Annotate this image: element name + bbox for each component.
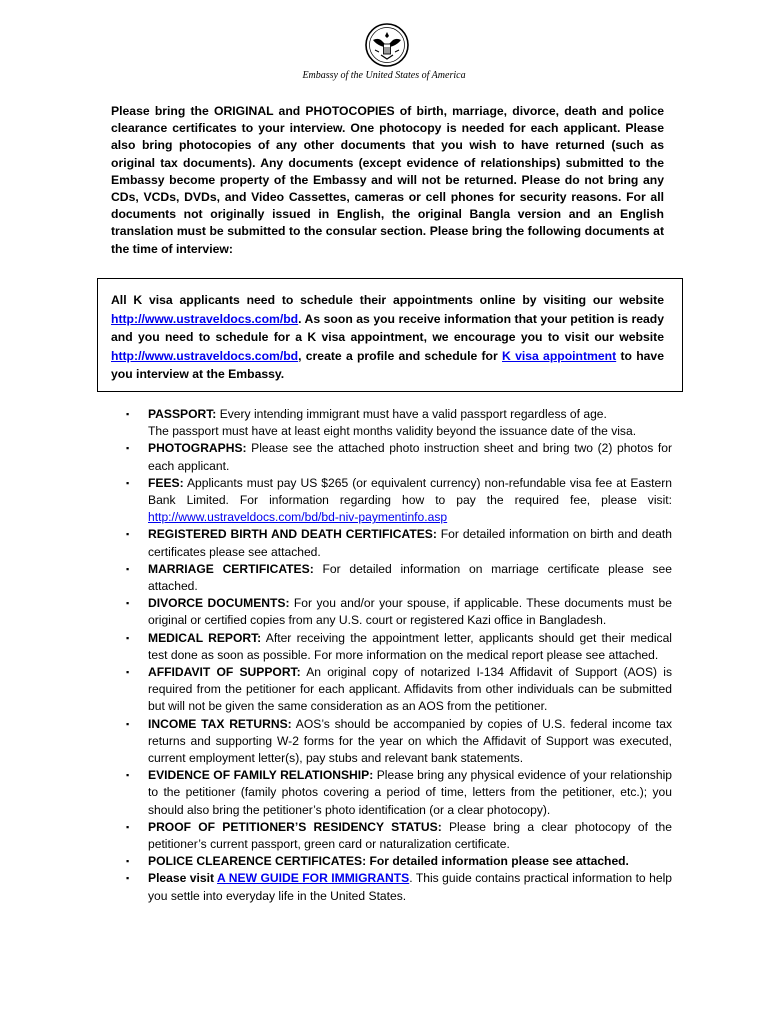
item-label: Please visit: [148, 871, 218, 886]
list-item-family-relationship: [126, 767, 672, 819]
bullet-icon: ▪: [126, 598, 130, 609]
list-item-birth-death-certificates: [126, 526, 672, 560]
k-visa-text-part: to have you interview at the Embassy.: [111, 348, 664, 381]
list-item-passport-validity: [126, 423, 672, 440]
bullet-icon: ▪: [126, 856, 130, 867]
k-visa-text-part: . As soon as you receive information that your petition is ready and you need to schedule for a K visa appointment, we encourage you to visit our website: [111, 311, 664, 344]
list-item-medical-report: [126, 630, 672, 664]
list-item-income-tax-returns: [126, 716, 672, 768]
item-text: Please see the attached photo instruction sheet and bring two (2) photos for each applicant.: [148, 441, 672, 473]
item-text: The passport must have at least eight months validity beyond the issuance date of the visa.: [148, 424, 637, 439]
list-item-police-clearance: [126, 853, 672, 870]
bullet-icon: ▪: [126, 632, 130, 643]
item-label: EVIDENCE OF FAMILY RELATIONSHIP:: [148, 768, 374, 783]
item-label: PHOTOGRAPHS:: [148, 441, 247, 456]
ustraveldocs-link-2[interactable]: http://www.ustraveldocs.com/bd: [111, 348, 299, 363]
item-label: INCOME TAX RETURNS:: [148, 716, 292, 731]
item-text: Every intending immigrant must have a valid passport regardless of age.: [216, 407, 607, 421]
k-visa-appointment-link[interactable]: K visa appointment: [502, 348, 617, 363]
embassy-seal-logo: [361, 22, 413, 68]
bullet-icon: ▪: [126, 718, 130, 729]
required-documents-list: [126, 406, 672, 905]
immigrant-guide-link[interactable]: A NEW GUIDE FOR IMMIGRANTS: [217, 871, 410, 886]
item-label: FEES:: [148, 475, 184, 490]
bullet-icon: ▪: [126, 667, 130, 678]
item-label: PASSPORT:: [148, 407, 217, 421]
item-text: For you and/or your spouse, if applicable. These documents must be original or certified copies from any U.S. court or registered Kazi office in Bangladesh.: [148, 596, 672, 628]
list-item-fees: [126, 475, 672, 527]
item-label: MARRIAGE CERTIFICATES:: [148, 561, 314, 576]
item-label: REGISTERED BIRTH AND DEATH CERTIFICATES:: [148, 527, 437, 542]
item-label: AFFIDAVIT OF SUPPORT:: [148, 665, 301, 680]
intro-paragraph: Please bring the ORIGINAL and PHOTOCOPIES of birth, marriage, divorce, death and police clearance certificates to your interview. One photocopy is needed for each applicant. Please also bring photocopies of any other documents that you wish to have returned (such as original tax documents). Any documents (except evidence of relationships) submitted to the Embassy become property of the Embassy and will not be returned. Please do not bring any CDs, VCDs, DVDs, and Video Cassettes, cameras or cell phones for security reasons. For all documents not originally issued in English, the original Bangla version and an English translation must be submitted to the consular section. Please bring the following documents at the time of interview:: [111, 104, 664, 256]
item-label: PROOF OF PETITIONER’S RESIDENCY STATUS:: [148, 819, 442, 834]
bullet-icon: ▪: [126, 477, 130, 488]
bullet-icon: ▪: [126, 873, 130, 884]
bullet-icon: ▪: [126, 443, 130, 454]
item-text: Please bring a clear photocopy of the petitioner’s current passport, green card or naturalization certificate.: [148, 819, 672, 852]
item-label: DIVORCE DOCUMENTS:: [148, 596, 290, 611]
item-text: . This guide contains practical information to help you settle into everyday life in the United States.: [148, 871, 672, 903]
item-text: An original copy of notarized I-134 Affidavit of Support (AOS) is required from the petitioner for each applicant. Affidavits from other individuals can be submitted but will not be given the same consideration as an AOS from the petitioner.: [148, 665, 672, 714]
payment-info-link[interactable]: http://www.ustraveldocs.com/bd/bd-niv-paymentinfo.asp: [148, 510, 448, 525]
ustraveldocs-link[interactable]: http://www.ustraveldocs.com/bd: [111, 311, 299, 326]
item-text: Please bring any physical evidence of your relationship to the petitioner (family photos covering a period of time, letters from the petitioner, etc.); you should also bring the petitioner’s photo identification (or a clear photocopy).: [148, 768, 672, 817]
bullet-icon: ▪: [126, 821, 130, 832]
k-visa-text-part: All K visa applicants need to schedule their appointments online by visiting our website: [111, 293, 664, 307]
item-label: MEDICAL REPORT:: [148, 630, 262, 645]
bullet-icon: ▪: [126, 409, 130, 419]
list-item-residency-status: [126, 819, 672, 853]
item-label: POLICE CLEARENCE CERTIFICATES: For detailed information please see attached.: [148, 854, 629, 869]
item-text: After receiving the appointment letter, applicants should get their medical test done as soon as possible. For more information on the medical report please see attached.: [148, 630, 672, 662]
k-visa-text-part: , create a profile and schedule for: [298, 348, 503, 363]
item-text: AOS’s should be accompanied by copies of U.S. federal income tax returns and supporting W-2 forms for the year on which the Affidavit of Support was executed, current employment letter(s), pay stubs and relevant bank statements.: [148, 716, 672, 766]
item-text: For detailed information on marriage certificate please see attached.: [148, 561, 672, 594]
embassy-header: Embassy of the United States of America: [302, 70, 466, 81]
item-text: Applicants must pay US $265 (or equivalent currency) non-refundable visa fee at Eastern Bank Limited. For information regarding how to pay the required fee, please visit:: [148, 475, 672, 508]
bullet-icon: ▪: [126, 529, 130, 540]
list-item-photographs: [126, 440, 672, 474]
list-item-affidavit-of-support: [126, 664, 672, 716]
item-text: For detailed information on birth and death certificates please see attached.: [148, 527, 672, 559]
k-visa-notice-text: [111, 291, 664, 384]
k-visa-notice-box: [97, 278, 683, 392]
list-item-divorce-documents: [126, 595, 672, 629]
list-item-immigrant-guide: [126, 870, 672, 904]
list-item-marriage-certificates: [126, 561, 672, 595]
bullet-icon: ▪: [126, 563, 130, 574]
bullet-icon: ▪: [126, 770, 130, 781]
list-item-passport: [126, 406, 672, 423]
